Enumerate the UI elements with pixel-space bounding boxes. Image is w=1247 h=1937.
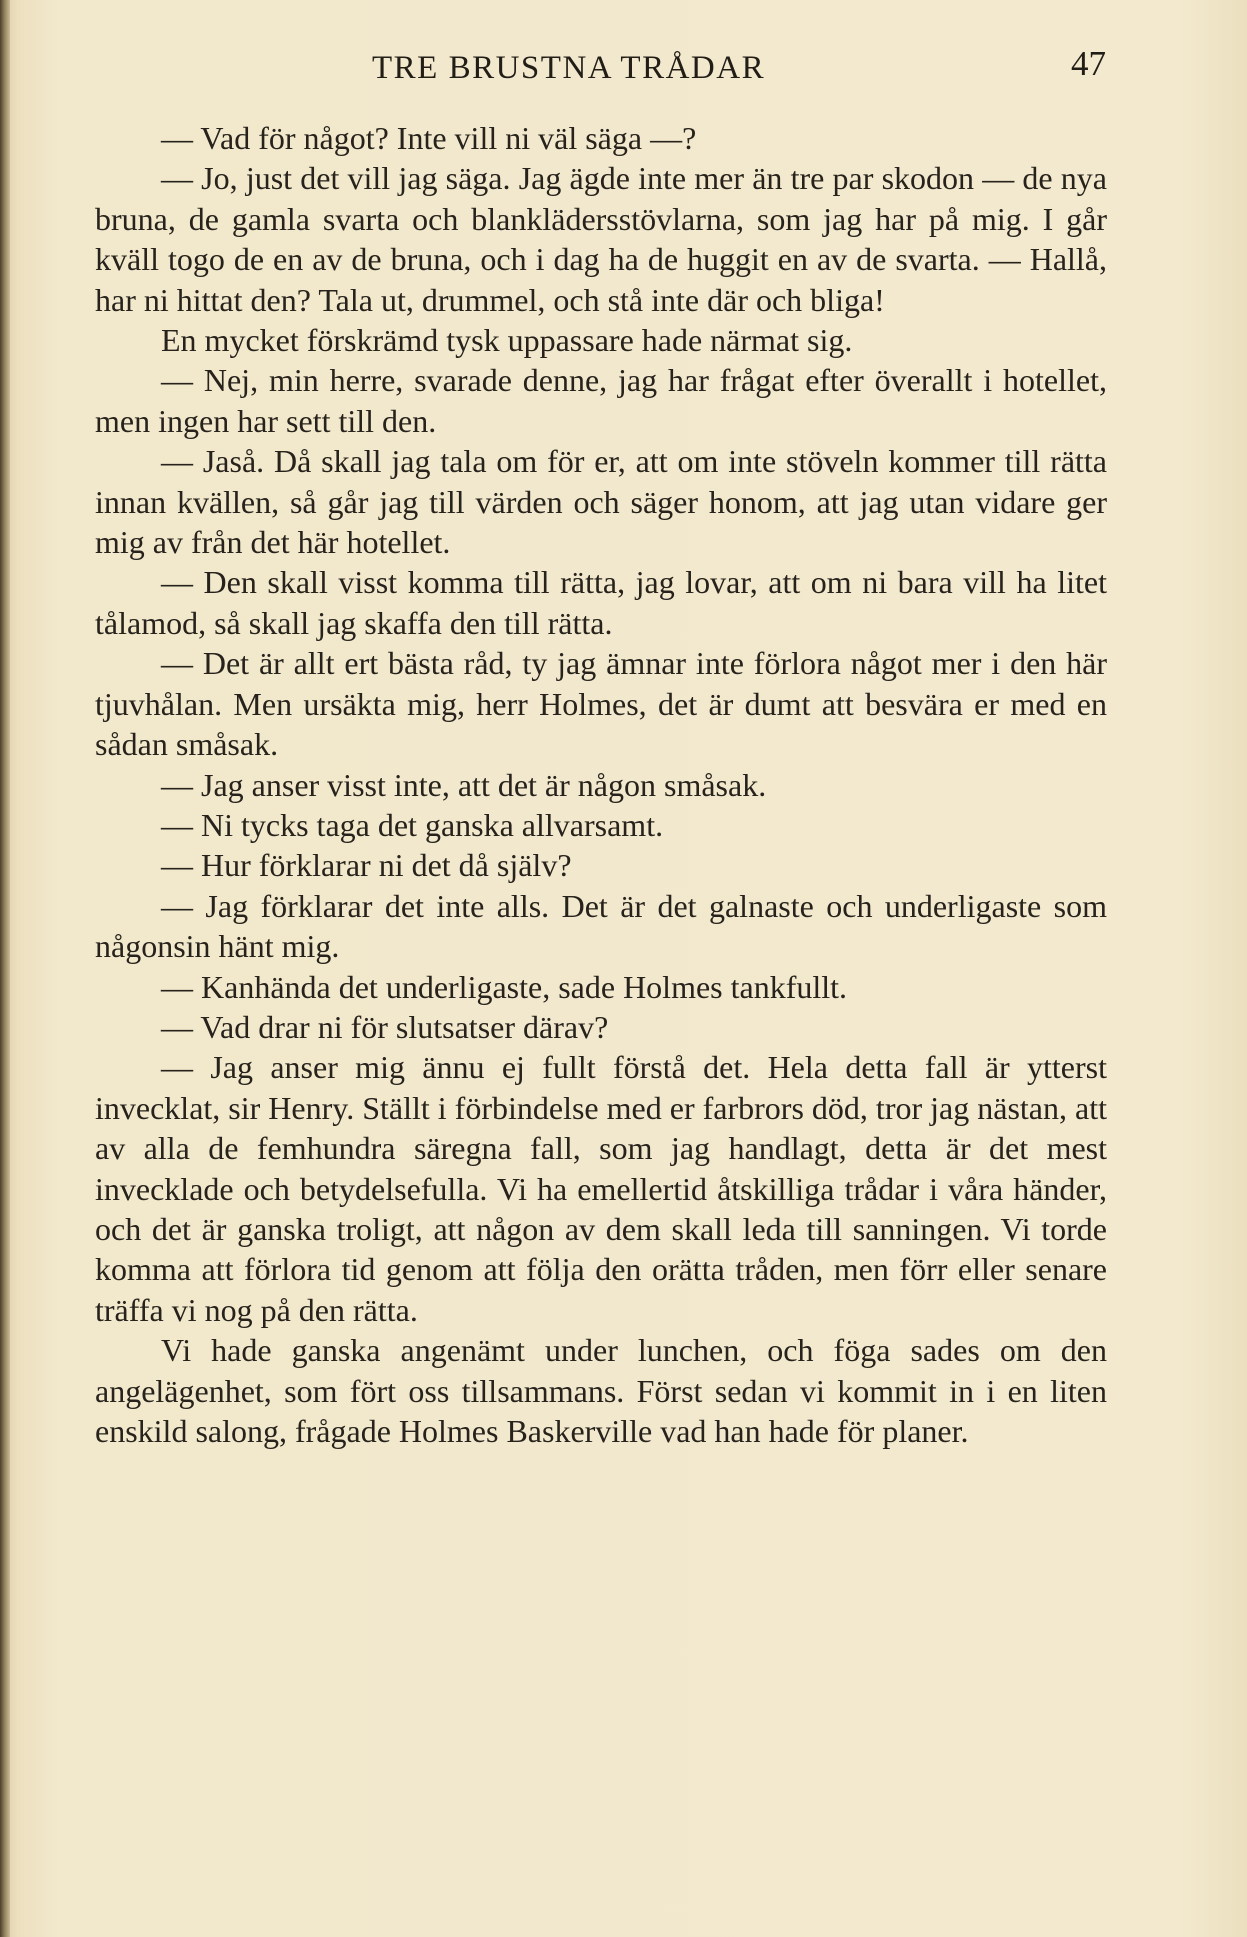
paragraph: En mycket förskrämd tysk uppassare hade närmat sig. — [161, 322, 853, 359]
paragraph: — Jo, just det vill jag säga. Jag ägde inte mer än tre par skodon — de nya bruna, de gamla svarta och blanklädersstövlarna, som jag har på mig. I går kväll togo de en av de bruna, och i dag ha de huggit en av de svarta. — Hallå, har ni hittat den? Tala ut, drummel, och stå inte där och bliga! — [95, 160, 1107, 318]
paragraph: — Jag förklarar det inte alls. Det är det galnaste och underligaste som någonsin hänt mig. — [95, 887, 1107, 965]
page-header — [96, 44, 1106, 94]
paragraph: — Jag anser mig ännu ej fullt förstå det. Hela detta fall är ytterst invecklat, sir Henry. Ställt i förbindelse med er farbrors död, tror jag nästan, att av alla de femhundra säregna fall, som jag handlagt, detta är det mest invecklade och betydelsefulla. Vi ha emellertid åtskilliga trådar i våra händer, och det är ganska troligt, att någon av dem skall leda till sanningen. Vi torde komma att förlora tid genom att följa den orätta tråden, men förr eller senare träffa vi nog på den rätta. — [95, 1049, 1107, 1328]
paragraph: — Jaså. Då skall jag tala om för er, att om inte stöveln kommer till rätta innan kvällen, så går jag till värden och säger honom, att jag utan vidare ger mig av från det här hotellet. — [95, 443, 1107, 561]
paragraph: — Nej, min herre, svarade denne, jag har frågat efter överallt i hotellet, men ingen har sett till den. — [95, 362, 1107, 439]
paragraph: — Kanhända det underligaste, sade Holmes tankfullt. — [161, 968, 848, 1005]
paragraph: — Ni tycks taga det ganska allvarsamt. — [161, 806, 664, 843]
paragraph: — Vad för något? Inte vill ni väl säga —? — [161, 120, 697, 156]
paragraph: — Hur förklarar ni det då själv? — [161, 847, 572, 884]
body-text — [95, 118, 1107, 1451]
running-title: TRE BRUSTNA TRÅDAR — [372, 50, 766, 86]
paragraph: — Den skall visst komma till rätta, jag lovar, att om ni bara vill ha litet tålamod, så skall jag skaffa den till rätta. — [95, 564, 1107, 641]
paragraph: — Vad drar ni för slutsatser därav? — [161, 1008, 609, 1045]
paragraph: Vi hade ganska angenämt under lunchen, och föga sades om den angelägenhet, som fört oss tillsammans. Först sedan vi kommit in i en liten enskild salong, frågade Holmes Baskerville vad han hade för planer. — [95, 1332, 1107, 1449]
paragraph: — Det är allt ert bästa råd, ty jag ämnar inte förlora något mer i den här tjuvhålan. Men ursäkta mig, herr Holmes, det är dumt att besvära er med en sådan småsak. — [95, 645, 1107, 763]
paragraph: — Jag anser visst inte, att det är någon småsak. — [161, 766, 767, 803]
book-spine-edge — [0, 0, 10, 1937]
page-number: 47 — [1071, 44, 1106, 83]
